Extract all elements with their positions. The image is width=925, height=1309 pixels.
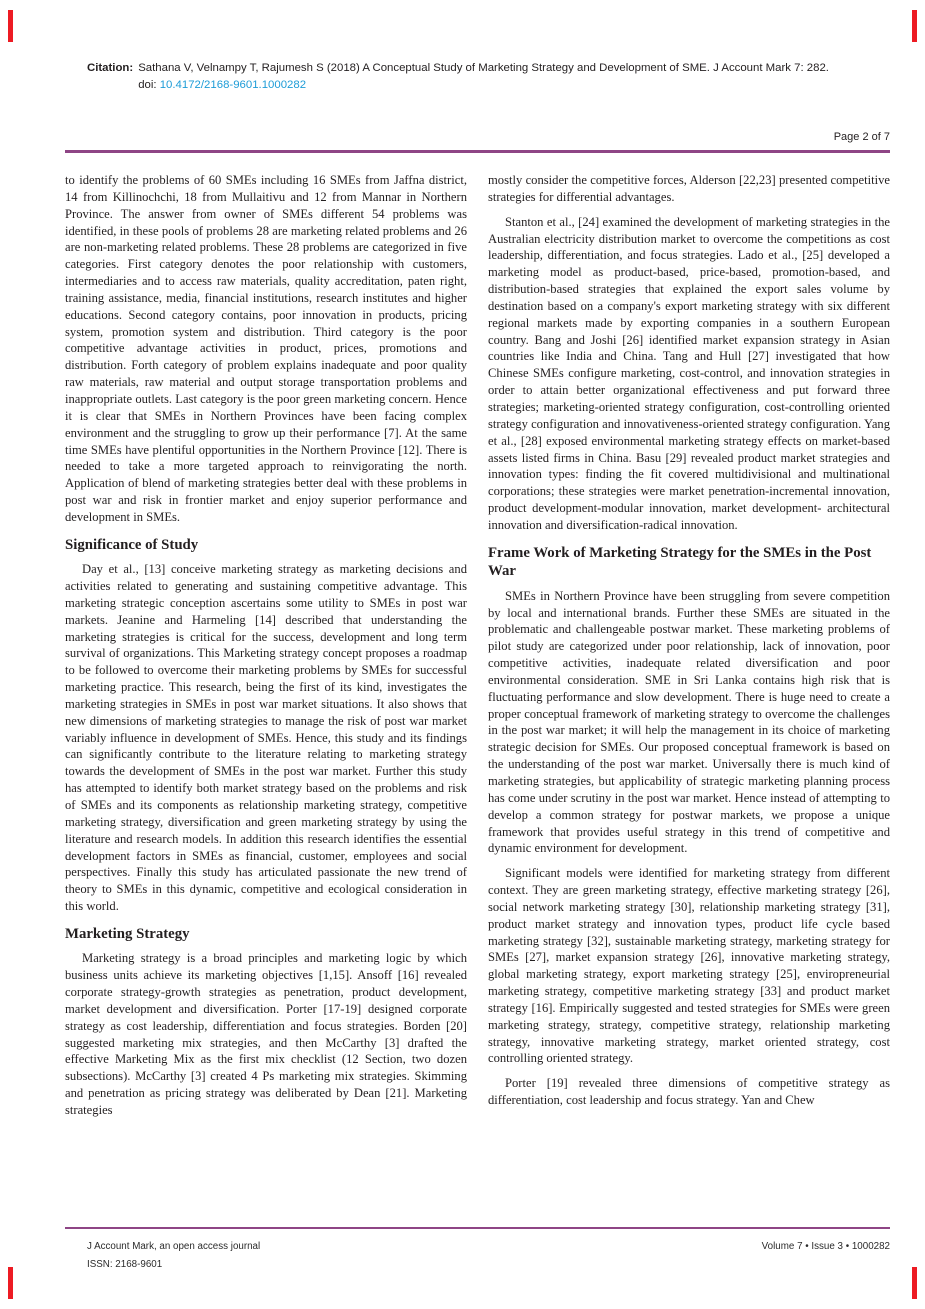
footer-divider [65, 1227, 890, 1229]
page-footer [87, 1238, 890, 1274]
paragraph-stanton: Stanton et al., [24] examined the development of marketing strategies in the Australian electricity distribution market to overcome the competitions as cost leadership, differentiation, and focus strategies. Lado et al., [25] developed a marketing model as product-based, price-based, promotion-based, and distribution-based strategies that explained the export sales volume by destination based on a company's export marketing strategy with six different regional markets made by exporting companies in a southern European country. Bang and Joshi [26] identified market expansion strategy in Asian countries like India and China. Tang and Hull [27] investigated that how Chinese SMEs configure marketing, cost-control, and innovation strategies in order to attain better organizational effectiveness and put forward three strategies; marketing-oriented strategy configuration, cost-controlling oriented strategy configuration and innovativeness-oriented strategy configuration. Yang et al., [28] exposed environmental marketing strategy effects on market-based assets listed firms in China. Basu [29] revealed product market strategies and innovation types: finding the fit covered multidivisional and multinational corporations; these strategies were market penetration-incremental innovation, product development-modular innovation, market development- architectural innovation and diversification-radical innovation. [488, 214, 890, 532]
paragraph-alderson-continuation: mostly consider the competitive forces, Alderson [22,23] presented competitive strategies for differential advantages. [488, 173, 890, 204]
right-column [488, 172, 890, 1127]
doi-label: doi: [138, 79, 160, 91]
paragraph-porter-dimensions: Porter [19] revealed three dimensions of competitive strategy as differentiation, cost leadership and focus strategy. Yan and Chew [488, 1076, 890, 1108]
article-body [65, 172, 890, 1127]
citation-header [87, 60, 877, 94]
section-heading-marketing-strategy: Marketing Strategy [65, 925, 190, 942]
crop-mark-bottom-right-icon [912, 1267, 917, 1299]
citation-body [138, 60, 877, 94]
page-number: Page 2 of 7 [833, 131, 890, 143]
citation-text: Sathana V, Velnampy T, Rajumesh S (2018) A Conceptual Study of Marketing Strategy and Development of SME. J Account Mark 7: 282. [138, 62, 829, 74]
paragraph-significance: Day et al., [13] conceive marketing strategy as marketing decisions and activities related to generating and sustaining competitive advantage. This marketing strategic conception ascertains some utility to SMEs in post war markets. Jeanine and Harmeling [14] described that understanding the marketing strategies is critical for the success, development and long term survival of organizations. This Marketing strategy concept proposes a roadmap to be followed to overcome their marketing problems by SMEs for successful marketing practice. This research, being the first of its kind, investigates the marketing strategies in SMEs in post war market situations. It also shows that new dimensions of marketing strategies to manage the risk of post war market variably influence in development of SMEs. Hence, this study and its findings can significantly contribute to the literature relating to marketing strategy towards the development of SMEs in the post war market. Further this study has attempted to identify both market strategy based on the problems and risk of SMEs and its components as relationship marketing strategy, competitive marketing strategy, diversification and green marketing strategy by using the literature and research models. In addition this research identifies the essential development factors in SMEs as financial, customer, employees and social perspectives. Finally this study has articulated passionate the new trend of theory to SMEs in this dynamic, competitive and ecological consideration in this world. [65, 562, 467, 914]
paragraph-smes-northern-province: SMEs in Northern Province have been struggling from severe competition by local and international brands. Further these SMEs are situated in the problematic and challengeable postwar market. These marketing problems of pilot study are categorized under poor relationship, lack of innovation, poor competitive activities, inadequate related diversification and poor environmental consideration. SME in Sri Lanka contains high risk that is fluctuating performance and slow development. There is huge need to create a proper conceptual framework of marketing strategy to overcome the challenges in the post war market; it will help the management in its choice of marketing strategic decision for SMEs. Our proposed conceptual framework is based on the understanding of the post war market. Universally there is much kind of marketing strategies, but applicability of strategic marketing planning process has come under scrutiny in the post war market. Hence instead of attempting to develop a common strategy for postwar markets, we propose a unique framework that provides useful strategy in this trend of competitive and dynamic environment for development. [488, 588, 890, 856]
footer-journal-name: J Account Mark, an open access journal [87, 1241, 261, 1252]
paragraph-significant-models: Significant models were identified for marketing strategy from different context. They are green marketing strategy, effective marketing strategy [26], social network marketing strategy [30], relationship marketing strategy [31], product market strategy and innovation types, product life cycle based marketing strategy [32], sustainable marketing strategy, marketing strategy for SMEs [27], market expansion strategy [26], innovative marketing strategy, global marketing strategy, export marketing strategy [25], enviropreneurial marketing strategy, competitive marketing strategy [33] and product market strategy [16]. Empirically suggested and tested strategies for SMEs were green marketing strategy, strategy, competitive strategy, relationship marketing strategy, innovative marketing strategy, market oriented strategy, cost controlling oriented strategy. [488, 866, 890, 1066]
doi-link[interactable]: 10.4172/2168-9601.1000282 [159, 79, 307, 91]
left-column [65, 172, 467, 1127]
paragraph-marketing-strategy: Marketing strategy is a broad principles and marketing logic by which business units achieve its marketing objectives [1,15]. Ansoff [16] revealed corporate strategy-growth strategies as penetration, product development, market development and diversification. Porter [17-19] designed corporate strategy as cost leadership, differentiation and focus strategies. Borden [20] suggested marketing mix strategies, and then McCarthy [3] drafted the effective Marketing Mix as the first mix checklist (12 Section, two dozen subsections). McCarthy [3] created 4 Ps marketing mix strategies. Skimming and penetration as pricing strategy was deliberated by Dean [21]. Marketing strategies [65, 951, 467, 1117]
section-heading-significance-of-study: Significance of Study [65, 536, 199, 553]
crop-mark-top-left-icon [8, 10, 13, 42]
section-heading-framework-post-war: Frame Work of Marketing Strategy for the SMEs in the Post War [488, 544, 872, 580]
footer-volume-info: Volume 7 • Issue 3 • 1000282 [761, 1241, 890, 1252]
footer-journal-block [87, 1238, 260, 1274]
citation-label: Citation: [87, 62, 134, 74]
paragraph-problems-continuation: to identify the problems of 60 SMEs including 16 SMEs from Jaffna district, 14 from Killinochchi, 18 from Mullaitivu and 12 from Mannar in Northern Province. The answer from owner of SMEs different 54 problems was identified, in these pools of problems 28 are marketing related problems and 26 are non-marketing related problems. These 28 problems are categorized in five categories. First category denotes the poor relationship with customers, intermediaries and to access raw materials, quality accreditation, paten right, training assistance, media, financial institutions, research institutes and higher educations. Second category contains, poor innovation in products, pricing system, promotion system and distribution. Third category is the poor competitive advantage activities in product, prices, promotions and distribution. Forth category of problem explains inadequate and poor quality raw materials, raw material and output storage transportation problems and inappropriate outlets. Last category is the poor green marketing concern. Hence it is clear that SMEs in Northern Provinces have been facing complex environment and the struggling to grow up their performance [7]. At the same time SMEs have plentiful opportunities in the Northern Province [12]. There is needed to take a more targeted approach to reinvigorating the north. Application of blend of marketing strategies better deal with these problems in post war and risk in frontier market and enjoy superior performance and development in SMEs. [65, 173, 467, 524]
footer-issn: ISSN: 2168-9601 [87, 1259, 163, 1270]
crop-mark-bottom-left-icon [8, 1267, 13, 1299]
crop-mark-top-right-icon [912, 10, 917, 42]
header-divider [65, 150, 890, 153]
citation-doi-line [138, 77, 877, 94]
